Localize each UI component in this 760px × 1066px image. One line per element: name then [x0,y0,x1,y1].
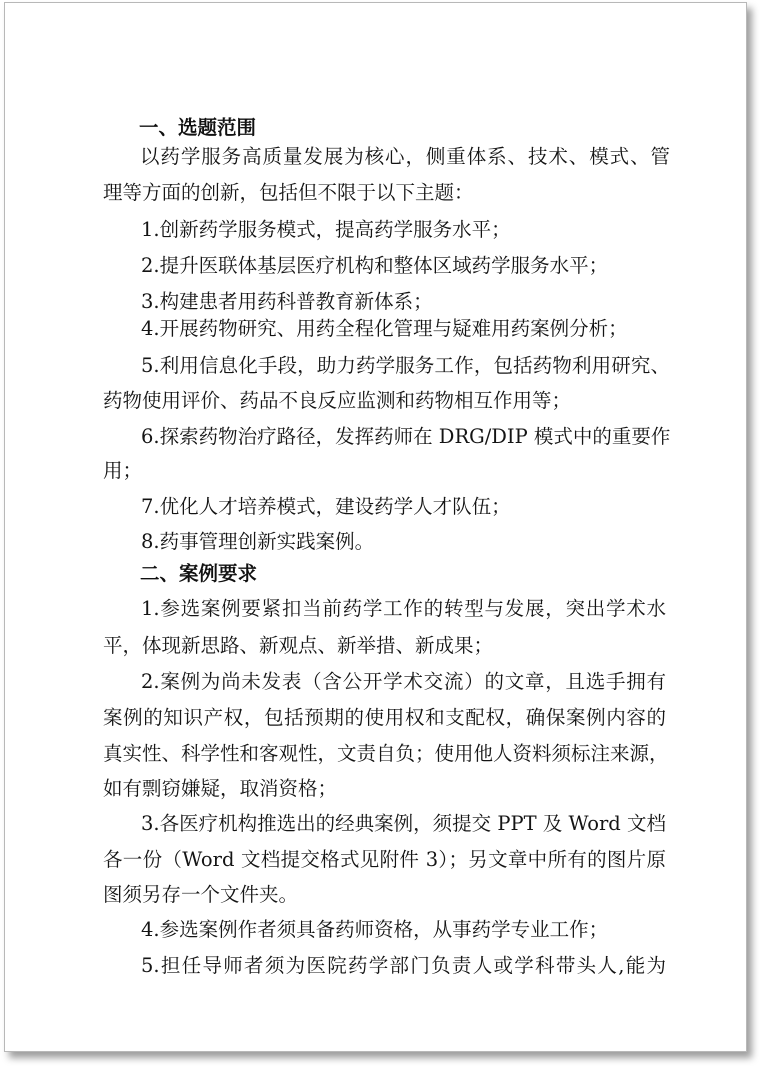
list-item-continuation: 图须另存一个文件夹。 [103,883,299,906]
list-item: 5.担任导师者须为医院药学部门负责人或学科带头人,能为 [141,954,666,977]
list-item-continuation: 真实性、科学性和客观性，文责自负；使用他人资料须标注来源， [103,742,669,765]
list-item-continuation: 药物使用评价、药品不良反应监测和药物相互作用等； [103,389,572,412]
list-item-continuation: 各一份（Word 文档提交格式见附件 3）；另文章中所有的图片原 [103,848,666,871]
list-item: 6.探索药物治疗路径，发挥药师在 DRG/DIP 模式中的重要作 [141,425,671,448]
list-item: 4.参选案例作者须具备药师资格，从事药学专业工作； [141,918,609,941]
list-item: 1.创新药学服务模式，提高药学服务水平； [141,218,511,241]
list-item: 2.案例为尚未发表（含公开学术交流）的文章，且选手拥有 [141,670,666,693]
list-item: 3.各医疗机构推选出的经典案例，须提交 PPT 及 Word 文档 [141,812,666,835]
list-item: 4.开展药物研究、用药全程化管理与疑难用药案例分析； [141,317,628,340]
list-item: 7.优化人才培养模式，建设药学人才队伍； [141,495,511,518]
list-item-continuation: 案例的知识产权，包括预期的使用权和支配权，确保案例内容的 [103,706,666,729]
list-item: 8.药事管理创新实践案例。 [141,530,375,553]
list-item-continuation: 用； [103,459,143,482]
list-item: 5.利用信息化手段，助力药学服务工作，包括药物利用研究、 [141,354,670,377]
section-heading-topic-scope: 一、选题范围 [139,116,257,139]
list-item-continuation: 如有剽窃嫌疑，取消资格； [103,777,338,800]
paragraph-line: 以药学服务高质量发展为核心，侧重体系、技术、模式、管 [140,145,670,168]
list-item: 2.提升医联体基层医疗机构和整体区域药学服务水平； [141,254,609,277]
list-item: 3.构建患者用药科普教育新体系； [141,290,433,313]
section-heading-case-requirements: 二、案例要求 [140,562,258,585]
paragraph-line: 理等方面的创新，包括但不限于以下主题： [103,181,474,204]
list-item-continuation: 平，体现新思路、新观点、新举措、新成果； [103,634,494,657]
list-item: 1.参选案例要紧扣当前药学工作的转型与发展，突出学术水 [141,597,666,620]
